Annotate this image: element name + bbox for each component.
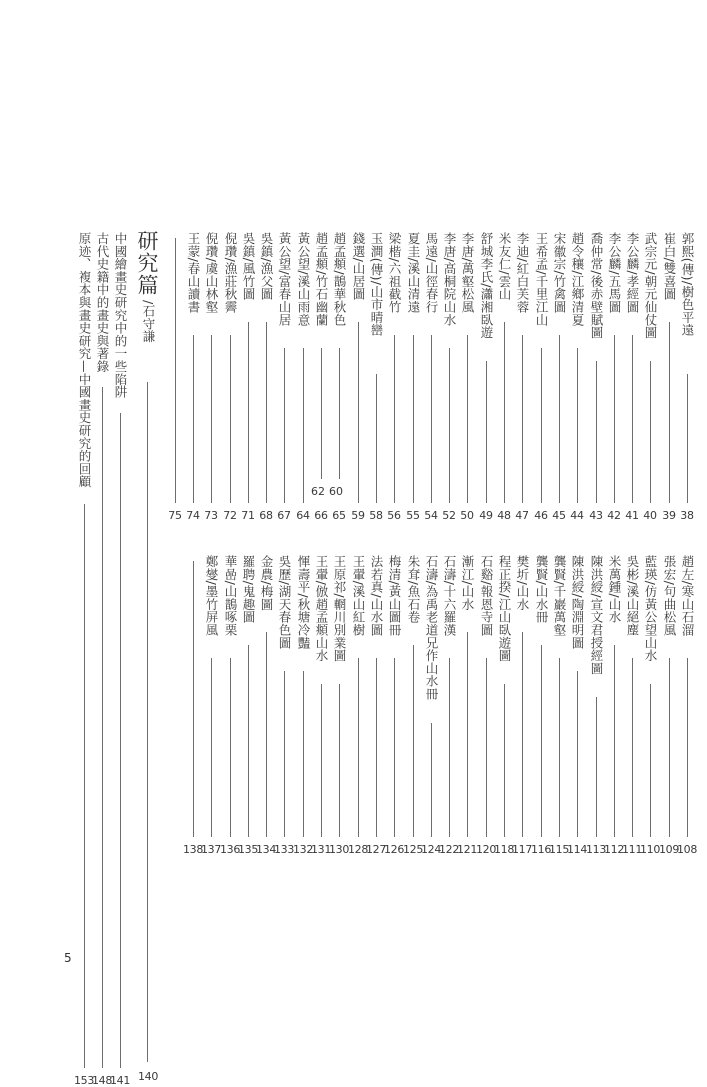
page-number: 72 xyxy=(223,509,237,522)
leader-line xyxy=(559,658,560,837)
page-number: 131 xyxy=(310,843,332,856)
page-number: 56 xyxy=(387,509,401,522)
page-number: 44 xyxy=(570,509,584,522)
page-number: 66 xyxy=(314,509,328,522)
leader-line xyxy=(376,658,377,837)
page-number: 140 xyxy=(137,1070,159,1083)
page-number: 120 xyxy=(475,843,497,856)
entry-title: 倪瓚/漁莊秋霽 xyxy=(223,232,238,314)
page-number: 153 xyxy=(73,1074,95,1087)
page-number: 39 xyxy=(662,509,676,522)
leader-line xyxy=(596,697,597,837)
entry-title: 宋徽宗/竹禽圖 xyxy=(552,232,567,314)
leader-line xyxy=(248,322,249,503)
entry-title: 米萬鍾/山水 xyxy=(607,555,622,624)
leader-line xyxy=(522,335,523,503)
leader-line xyxy=(193,561,194,837)
page-number: 50 xyxy=(460,509,474,522)
entry-title: 梅清/黃山圖冊 xyxy=(387,555,402,637)
page-number: 55 xyxy=(406,509,420,522)
leader-line xyxy=(596,361,597,503)
entry-title: 王翬/溪山紅樹 xyxy=(351,555,366,637)
leader-line xyxy=(175,238,176,503)
leader-line xyxy=(248,645,249,837)
leader-line xyxy=(669,322,670,503)
leader-line xyxy=(394,658,395,837)
page-number: 148 xyxy=(91,1074,113,1087)
entry-title: 趙令穰/江鄉清夏 xyxy=(570,232,585,327)
entry-title: 原迹、複本與畫史研究—中國畫史研究的回顧 xyxy=(77,232,92,488)
entry-title: 趙左/寒山石溜 xyxy=(680,555,695,637)
leader-line xyxy=(284,348,285,503)
page-number: 141 xyxy=(109,1074,131,1087)
page-number: 137 xyxy=(200,843,222,856)
page-number: 68 xyxy=(259,509,273,522)
page-number: 52 xyxy=(442,509,456,522)
page-number: 49 xyxy=(479,509,493,522)
entry-title: 夏圭/溪山清遠 xyxy=(406,232,421,314)
entry-title: 古代史籍中的畫史與著錄 xyxy=(95,232,110,373)
entry-title: 鄭燮/墨竹屏風 xyxy=(204,555,219,637)
entry-title: 趙孟頫/竹石幽蘭 xyxy=(314,232,329,327)
leader-line xyxy=(321,348,322,479)
page-number: 43 xyxy=(589,509,603,522)
leader-line xyxy=(413,335,414,503)
leader-line xyxy=(559,335,560,503)
page-number: 65 xyxy=(332,509,346,522)
entry-title: 朱耷/魚石卷 xyxy=(406,555,421,624)
page-number: 40 xyxy=(643,509,657,522)
page-number: 126 xyxy=(383,843,405,856)
leader-line xyxy=(632,335,633,503)
leader-line xyxy=(650,684,651,837)
leader-line xyxy=(431,723,432,837)
page-number: 110 xyxy=(639,843,661,856)
leader-line xyxy=(614,645,615,837)
page-number: 115 xyxy=(548,843,570,856)
page-number: 64 xyxy=(296,509,310,522)
entry-title: 吳彬/溪山絕塵 xyxy=(625,555,640,637)
leader-line xyxy=(339,348,340,479)
leader-line xyxy=(211,658,212,837)
entry-title: 倪瓚/虞山林壑 xyxy=(204,232,219,314)
leader-line xyxy=(193,335,194,503)
entry-title: 黃公望/溪山雨意 xyxy=(296,232,311,327)
page-number: 59 xyxy=(351,509,365,522)
leader-line xyxy=(504,322,505,503)
entry-title: 米友仁/雲山 xyxy=(497,232,512,301)
entry-title: 程正揆/江山臥遊圖 xyxy=(497,555,512,662)
entry-title: 藍瑛/仿黃公望山水 xyxy=(643,555,658,662)
leader-line xyxy=(632,658,633,837)
entry-title: 法若真/山水圖 xyxy=(369,555,384,637)
entry-title: 舒城李氏/瀟湘臥遊 xyxy=(479,232,494,339)
page-number: 108 xyxy=(676,843,698,856)
leader-line xyxy=(650,361,651,503)
entry-title: 喬仲常/後赤壁賦圖 xyxy=(589,232,604,339)
leader-line xyxy=(394,335,395,503)
page-number: 54 xyxy=(424,509,438,522)
page-number: 38 xyxy=(680,509,694,522)
page-number: 45 xyxy=(552,509,566,522)
entry-title: 龔賢/千巖萬壑 xyxy=(552,555,567,637)
entry-title: 中國繪畫史研究中的一些陷阱 xyxy=(113,232,128,399)
entry-title: 李迪/紅白芙蓉 xyxy=(515,232,530,314)
entry-title: 李唐/萬壑松風 xyxy=(460,232,475,314)
leader-line xyxy=(102,387,103,1068)
page-number: 58 xyxy=(369,509,383,522)
leader-line xyxy=(84,504,85,1068)
page-number: 133 xyxy=(273,843,295,856)
entry-title: 王希孟/千里江山 xyxy=(534,232,549,327)
page-number: 62 xyxy=(311,485,325,498)
leader-line xyxy=(486,658,487,837)
entry-title: 石濤/為禹老道兄作山水冊 xyxy=(424,555,439,701)
leader-line xyxy=(614,335,615,503)
page-number: 42 xyxy=(607,509,621,522)
page-number: 138 xyxy=(182,843,204,856)
entry-title: 趙孟頫/鵲華秋色 xyxy=(332,232,347,327)
leader-line xyxy=(230,658,231,837)
leader-line xyxy=(449,658,450,837)
entry-title: 黃公望/富春山居 xyxy=(277,232,292,327)
entry-title: 石濤/十六羅漢 xyxy=(442,555,457,637)
page-number: 124 xyxy=(420,843,442,856)
entry-title: 陳洪綬/陶淵明圖 xyxy=(570,555,585,650)
leader-line xyxy=(303,348,304,503)
entry-title: 吳鎮/漁父圖 xyxy=(259,232,274,301)
entry-title: 吳歷/湖天春色圖 xyxy=(277,555,292,650)
leader-line xyxy=(303,671,304,837)
leader-line xyxy=(467,335,468,503)
page-number: 135 xyxy=(237,843,259,856)
leader-line xyxy=(321,684,322,837)
page-number: 122 xyxy=(438,843,460,856)
entry-title: 樊圻/山水 xyxy=(515,555,530,611)
entry-title: 金農/梅圖 xyxy=(259,555,274,611)
page-number: 118 xyxy=(493,843,515,856)
page-number: 117 xyxy=(511,843,533,856)
entry-title: 龔賢/山水冊 xyxy=(534,555,549,624)
entry-title: 王翬/倣趙孟頫山水 xyxy=(314,555,329,662)
entry-title: 羅聘/鬼趣圖 xyxy=(241,555,256,624)
entry-title: 王原祁/輞川別業圖 xyxy=(332,555,347,662)
page-number: 134 xyxy=(255,843,277,856)
page-number: 60 xyxy=(329,485,343,498)
entry-title: 陳洪綬/宣文君授經圖 xyxy=(589,555,604,675)
entry-title: 錢選/山居圖 xyxy=(351,232,366,301)
leader-line xyxy=(284,671,285,837)
page-number: 128 xyxy=(347,843,369,856)
page-number: 132 xyxy=(292,843,314,856)
entry-title: 崔白/雙喜圖 xyxy=(662,232,677,301)
page-number: 48 xyxy=(497,509,511,522)
leader-line xyxy=(467,632,468,837)
page-number: 41 xyxy=(625,509,639,522)
page-number: 47 xyxy=(515,509,529,522)
leader-line xyxy=(266,322,267,503)
leader-line xyxy=(339,684,340,837)
entry-title: 張宏/句曲松風 xyxy=(662,555,677,637)
entry-title: 李唐/高桐院山水 xyxy=(442,232,457,327)
leader-line xyxy=(669,658,670,837)
page-number: 121 xyxy=(456,843,478,856)
leader-line xyxy=(431,335,432,503)
page-number: 67 xyxy=(277,509,291,522)
page-number: 73 xyxy=(204,509,218,522)
leader-line xyxy=(577,671,578,837)
page-number: 71 xyxy=(241,509,255,522)
page-number: 116 xyxy=(530,843,552,856)
entry-title: 武宗元/朝元仙仗圖 xyxy=(643,232,658,339)
page-number: 136 xyxy=(219,843,241,856)
leader-line xyxy=(687,374,688,503)
entry-title: 郭熙(傳)/樹色平遠 xyxy=(680,232,695,337)
leader-line xyxy=(147,382,148,1062)
leader-line xyxy=(577,348,578,503)
leader-line xyxy=(266,632,267,837)
leader-line xyxy=(541,645,542,837)
leader-line xyxy=(486,361,487,503)
page-number: 109 xyxy=(658,843,680,856)
entry-title: 馬遠/山徑春行 xyxy=(424,232,439,314)
leader-line xyxy=(413,645,414,837)
leader-line xyxy=(120,413,121,1068)
page-number: 113 xyxy=(585,843,607,856)
entry-title: 李公麟/五馬圖 xyxy=(607,232,622,314)
entry-title: 玉澗(傳)/山市晴巒 xyxy=(369,232,384,337)
page-number: 46 xyxy=(534,509,548,522)
entry-title: 華喦/山鵲啄栗 xyxy=(223,555,238,637)
leader-line xyxy=(230,335,231,503)
leader-line xyxy=(687,658,688,837)
folio-page-number: 5 xyxy=(64,951,72,965)
leader-line xyxy=(358,322,359,503)
entry-title: 李公麟/孝經圖 xyxy=(625,232,640,314)
entry-title: 吳鎮/風竹圖 xyxy=(241,232,256,301)
leader-line xyxy=(504,684,505,837)
entry-title: 惲壽平/秋塘冷豔 xyxy=(296,555,311,650)
page-number: 75 xyxy=(168,509,182,522)
leader-line xyxy=(211,335,212,503)
page-number: 125 xyxy=(402,843,424,856)
leader-line xyxy=(358,658,359,837)
page-number: 111 xyxy=(621,843,643,856)
entry-title: 王蒙/春山讀書 xyxy=(186,232,201,314)
leader-line xyxy=(376,374,377,503)
leader-line xyxy=(522,632,523,837)
leader-line xyxy=(541,348,542,503)
page-number: 112 xyxy=(603,843,625,856)
section-author: /石守謙 xyxy=(141,300,156,343)
page-number: 114 xyxy=(566,843,588,856)
page-number: 74 xyxy=(186,509,200,522)
section-title: 研究篇 xyxy=(135,230,159,296)
entry-title: 石谿/報恩寺圖 xyxy=(479,555,494,637)
leader-line xyxy=(449,348,450,503)
entry-title: 漸江/山水 xyxy=(460,555,475,611)
entry-title: 梁楷/六祖截竹 xyxy=(387,232,402,314)
page-number: 127 xyxy=(365,843,387,856)
page-number: 130 xyxy=(328,843,350,856)
